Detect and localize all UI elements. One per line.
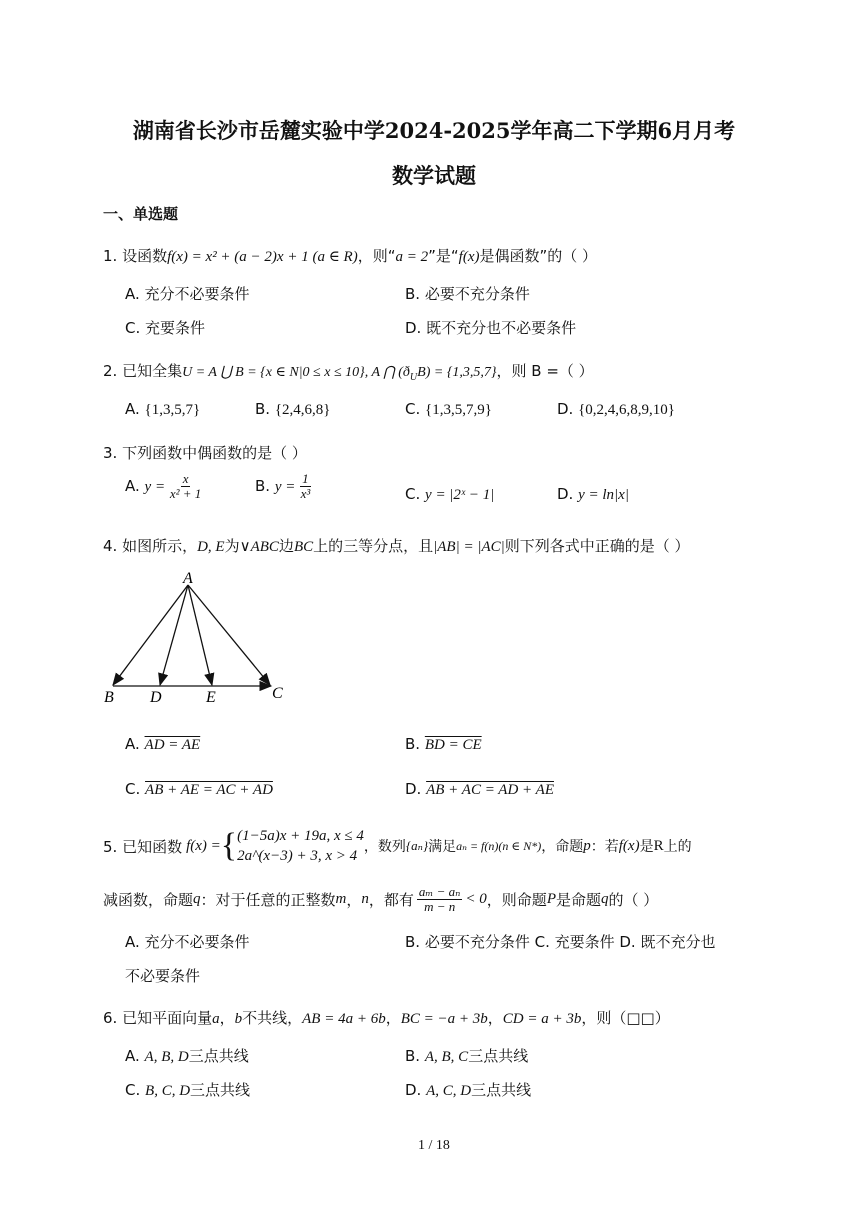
vector-ad (160, 585, 188, 685)
label-d: D (150, 689, 162, 706)
q4-option-b: B. BD = CE (405, 735, 482, 753)
label-c: C (272, 685, 283, 702)
q6-option-a: A. A, B, D三点共线 (125, 1047, 249, 1065)
q5-options-bcd: B. 必要不充分条件 C. 充要条件 D. 既不充分也 (405, 933, 716, 951)
question-4-stem: 4. 如图所示，D, E为∨ABC边BC上的三等分点，且|AB| = |AC|则下列各式中正确的是（ ） (103, 537, 690, 555)
q2-option-d: D. {0,2,4,6,8,9,10} (557, 400, 676, 418)
q6-option-d: D. A, C, D三点共线 (405, 1081, 532, 1099)
q1-option-b: B. 必要不充分条件 (405, 285, 530, 303)
q6-option-c: C. B, C, D三点共线 (125, 1081, 251, 1099)
q3-option-b: B. y = $\frac{1}{\text{x³}}$ (255, 471, 311, 501)
q3-option-c: C. y = |2ˣ − 1| (405, 485, 495, 503)
q5-option-a: A. 充分不必要条件 (125, 933, 250, 951)
q1-option-c: C. 充要条件 (125, 319, 206, 337)
label-e: E (206, 689, 216, 706)
section-heading: 一、单选题 (103, 205, 179, 223)
exam-title: 湖南省长沙市岳麓实验中学2024-2025学年高二下学期6月月考 (132, 118, 736, 143)
question-5-stem: 5. 已知函数 f(x) = { (1−5a)x + 19a, x ≤ 4 2a^(x−3) + 3, x > 4 ，数列 {aₙ} 满足 aₙ = f(n)(n ∈ N*) ，命题 p ：若 f(x) 是 R 上的 (103, 827, 692, 864)
vector-ab (113, 585, 188, 685)
q3-option-d: D. y = ln|x| (557, 485, 629, 503)
question-3-stem: 3. 下列函数中偶函数的是（ ） (103, 444, 307, 462)
q2-option-a: A. {1,3,5,7} (125, 400, 201, 418)
exam-subtitle: 数学试题 (392, 163, 476, 188)
page-number: 1 / 18 (418, 1138, 450, 1153)
q4-option-c: C. AB + AE = AC + AD (125, 780, 273, 798)
triangle-figure (95, 565, 295, 710)
label-a: A (183, 570, 193, 587)
question-2-stem: 2. 已知全集U = A ⋃ B = {x ∈ N|0 ≤ x ≤ 10}, A ⋂ $(ð_UB) = \{1,3,5,7\}$，则 B =（ ） (103, 362, 594, 383)
q1-option-a: A. 充分不必要条件 (125, 285, 250, 303)
question-5-line2: 减函数，命题 q ：对于任意的正整数 m ， n ，都有 $\frac{\text{aₘ − aₙ}}{m - n}$ < 0 ，则命题 P 是命题 q 的（ ） (103, 884, 659, 914)
q4-option-d: D. AB + AC = AD + AE (405, 780, 554, 798)
question-1-stem: 1. 设函数f(x) = x² + (a − 2)x + 1 (a ∈ R)，则“a = 2”是“f(x)是偶函数”的（ ） (103, 247, 598, 265)
q6-option-b: B. A, B, C三点共线 (405, 1047, 529, 1065)
q1-option-d: D. 既不充分也不必要条件 (405, 319, 577, 337)
label-b: B (104, 689, 114, 706)
q2-option-b: B. {2,4,6,8} (255, 400, 331, 418)
q4-option-a: A. AD = AE (125, 735, 201, 753)
q2-option-c: C. {1,3,5,7,9} (405, 400, 492, 418)
question-6-stem: 6. 已知平面向量a，b不共线，AB = 4a + 6b，BC = −a + 3b，CD = a + 3b，则（□□） (103, 1009, 670, 1027)
q5-option-d-cont: 不必要条件 (125, 967, 201, 985)
q3-option-a: A. y = $\frac{x}{\text{x² + 1}}$ (125, 471, 202, 501)
